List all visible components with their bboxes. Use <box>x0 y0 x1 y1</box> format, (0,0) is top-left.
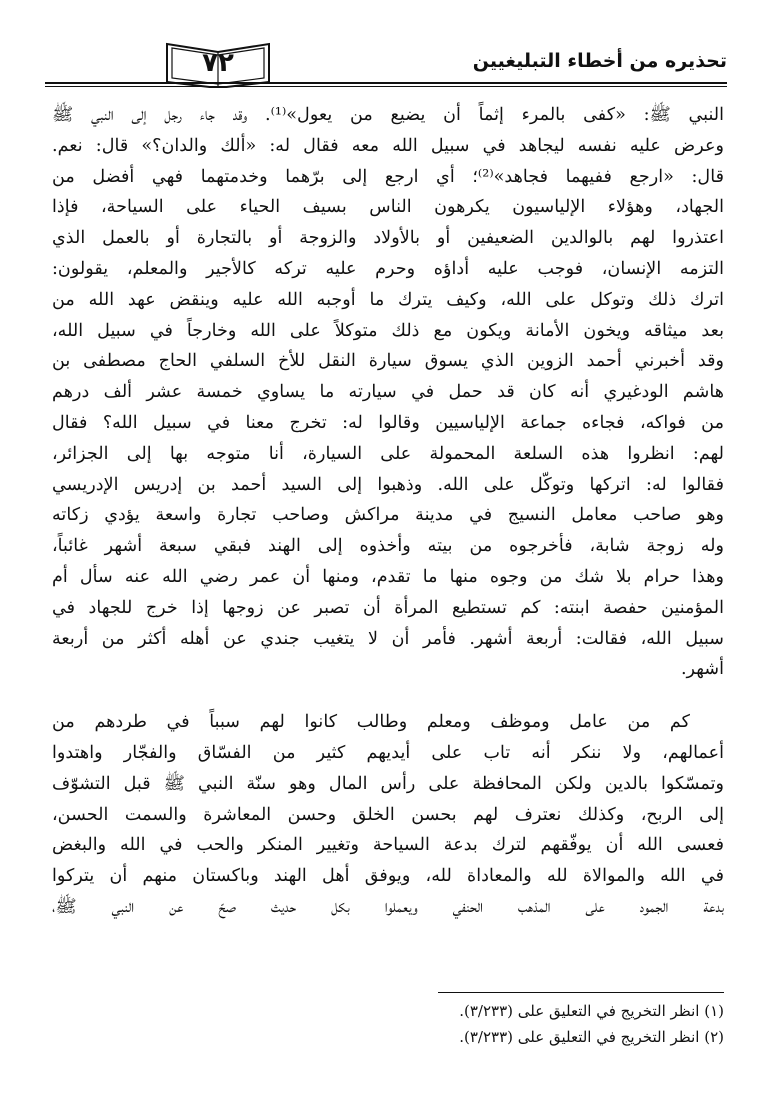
text-line: من فواكه، فجاءه جماعة الإلياسيين وقالوا له: تخرج معنا في سبيل الله؟ فقال <box>52 412 724 433</box>
page-number: ٧٢ <box>202 48 234 78</box>
text-line: المؤمنين حفصة ابنته: كم تستطيع المرأة أن تصبر عن زوجها إذا خرج للجهاد في <box>52 597 724 618</box>
open-book-icon <box>163 38 273 88</box>
text-line: وتمسّكوا بالدين ولكن المحافظة على رأس المال وهو سنّة النبي ﷺ قبل التشوّف <box>52 773 724 794</box>
header-rule <box>45 82 727 84</box>
footnotes <box>52 998 724 1050</box>
paragraph-1 <box>52 100 724 685</box>
footnote-1: (١) انظر التخريج في التعليق على (٣/٢٣٣). <box>459 1002 724 1020</box>
paragraph-2 <box>52 707 724 923</box>
text-line: سبيل الله، فقالت: أربعة أشهر. فأمر أن لا يتغيب جندي عن أهله أكثر من أربعة <box>52 628 724 649</box>
text-line: لهم: انظروا هذه السلعة المحمولة على السيارة، أنا متوجه بها إلى الجزائر، <box>52 443 724 464</box>
text-line: إلى الربح، وكذلك نعترف لهم بحسن الخلق وحسن المعاشرة والسمت الحسن، <box>52 804 724 825</box>
main-text <box>52 100 724 923</box>
text-line: وهو صاحب معامل النسيج في مدينة مراكش وصاحب تجارة واسعة يؤدي زكاته <box>52 505 724 526</box>
footnote-rule <box>438 992 724 993</box>
running-title: تحذيره من أخطاء التبليغيين <box>472 50 727 72</box>
header-rule-thin <box>45 86 727 87</box>
text-line: قال: «ارجع ففيهما فجاهد»⁽²⁾؛ أي ارجع إلى برّهما وخدمتهما فهي أفضل من <box>52 166 724 187</box>
text-line: أشهر. <box>680 659 724 680</box>
text-line: الجهاد، وهؤلاء الإلياسيون يكرهون الناس بسيف الحياء على السياحة، فإذا <box>52 197 724 218</box>
text-line: وله زوجة شابة، فأخرجوه من بيته وأخذوه إلى الهند فبقي سبعة أشهر غائباً، <box>52 536 724 557</box>
text-line: النبي ﷺ: «كفى بالمرء إثماً أن يضيع من يعول»⁽¹⁾. وقد جاء رجل إلى النبي ﷺ <box>52 105 724 125</box>
text-line: وقد أخبرني أحمد الزوين الذي يسوق سيارة النقل للأخ السلفي الحاج مصطفى بن <box>52 351 724 372</box>
text-line: في الله والموالاة لله والمعاداة لله، ويوفق أهل الهند وباكستان منهم أن يتركوا <box>52 866 724 887</box>
text-line: هاشم الودغيري أنه كان قد حمل في سيارته ما يساوي خمسة عشر ألف درهم <box>52 382 724 403</box>
text-line: وهذا حرام بلا شك من وجوه منها ما تقدم، ومنها أن عمر رضي الله عنه سأل أم <box>52 566 724 587</box>
text-line: اعتذروا لهم بالوالدين الضعيفين أو بالأولاد والزوجة أو بالتجارة أو بالعمل الذي <box>52 228 724 249</box>
text-line: فقالوا له: اتركها وتوكّل على الله. وذهبوا إلى السيد أحمد بن إدريس الإدريسي <box>52 474 724 495</box>
text-line: وعرض عليه نفسه ليجاهد في سبيل الله معه فقال له: «ألك والدان؟» قال: نعم. <box>52 135 724 156</box>
text-line: بعد ميثاقه ويخون الأمانة ويكون مع ذلك متوكلاً على الله وخارجاً في سبيل الله، <box>52 320 724 341</box>
text-line: كم من عامل وموظف ومعلم وطالب كانوا لهم سبباً في طردهم من <box>52 712 690 733</box>
text-line: بدعة الجمود على المذهب الحنفي ويعملوا بكل حديث صحّ عن النبي ﷺ، <box>52 896 724 917</box>
text-line: التزمه الإنسان، فوجب عليه أداؤه وحرم عليه تركه كالأجير والمعلم، يقولون: <box>52 258 724 279</box>
text-line: اترك ذلك وتوكل على الله، وكيف يترك ما أوجبه الله عليه وينقض عهد الله من <box>52 289 724 310</box>
text-line: أعمالهم، ولا ننكر أنه تاب على أيديهم كثير من الفسّاق والفجّار واهتدوا <box>52 742 724 763</box>
paragraph-gap <box>52 685 724 707</box>
running-header <box>45 38 727 90</box>
footnote-2: (٢) انظر التخريج في التعليق على (٣/٢٣٣). <box>459 1028 724 1046</box>
text-line: فعسى الله أن يوفّقهم لترك بدعة السياحة وتغيير المنكر والحب في الله والبغض <box>52 835 724 856</box>
